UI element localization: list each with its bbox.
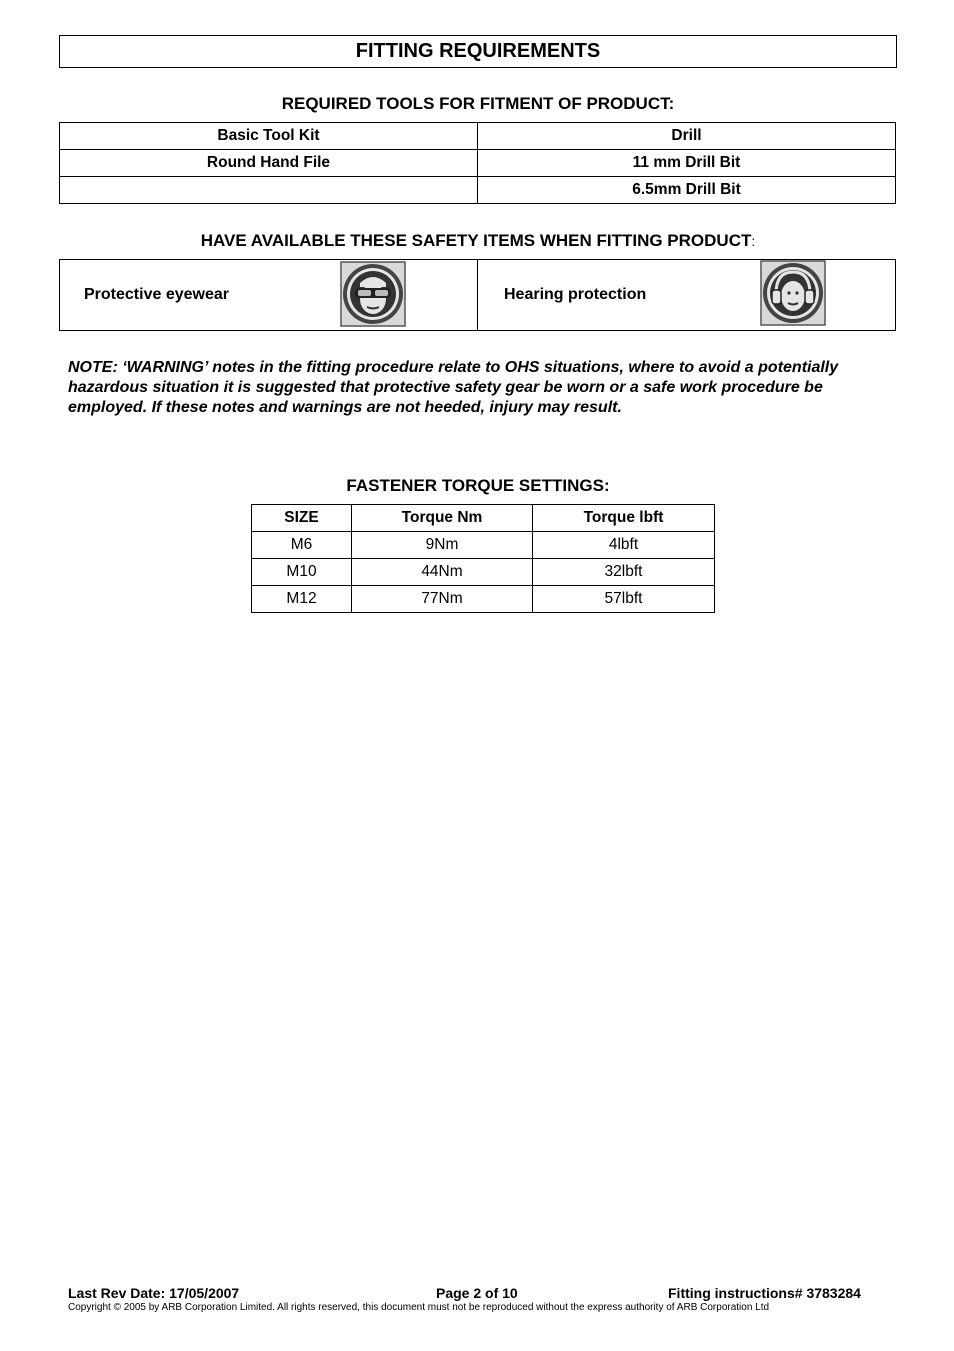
safety-table [59,259,896,331]
table-row [60,260,896,331]
safety-heading-colon: : [751,233,756,249]
table-row [252,532,715,559]
table-cell: 44Nm [352,559,533,586]
table-cell: 9Nm [352,532,533,559]
hearing-protection-icon [760,260,826,326]
table-cell: 57lbft [533,586,715,613]
table-header-row [252,505,715,532]
column-header: Torque lbft [533,505,715,532]
footer-page-number: Page 2 of 10 [436,1285,518,1301]
column-header: SIZE [252,505,352,532]
tool-cell: Round Hand File [60,150,478,177]
safety-heading [59,231,897,251]
table-cell: 32lbft [533,559,715,586]
tool-cell [60,177,478,204]
warning-note: NOTE: ‘WARNING’ notes in the fitting procedure relate to OHS situations, where to avoid a potentially hazardous situation it is suggested that protective safety gear be worn or a safe work procedure be employed. If these notes and warnings are not heeded, injury may result. [68,359,839,416]
tool-cell: 6.5mm Drill Bit [478,177,896,204]
table-row [60,123,896,150]
footer-copyright: Copyright © 2005 by ARB Corporation Limited. All rights reserved, this document must not be reproduced without the express authority of ARB Corporation Ltd [68,1302,770,1313]
torque-heading: FASTENER TORQUE SETTINGS: [346,476,610,495]
tool-cell: Basic Tool Kit [60,123,478,150]
safety-item-hearing [478,260,896,331]
tools-table [59,122,896,204]
eye-protection-icon [340,261,406,327]
table-row [60,177,896,204]
safety-item-eyewear [60,260,478,331]
footer-instructions-number: Fitting instructions# 3783284 [668,1285,861,1301]
table-row [60,150,896,177]
table-row [252,586,715,613]
table-cell: 4lbft [533,532,715,559]
table-cell: M6 [252,532,352,559]
tools-heading: REQUIRED TOOLS FOR FITMENT OF PRODUCT: [281,94,675,113]
tool-cell: Drill [478,123,896,150]
safety-heading-text: HAVE AVAILABLE THESE SAFETY ITEMS WHEN FITTING PRODUCT [200,231,752,250]
torque-table [251,504,715,613]
tool-cell: 11 mm Drill Bit [478,150,896,177]
page-title: FITTING REQUIREMENTS [59,35,897,68]
table-row [252,559,715,586]
footer-rev-date: Last Rev Date: 17/05/2007 [68,1285,240,1301]
table-cell: M10 [252,559,352,586]
table-cell: M12 [252,586,352,613]
safety-item-label: Protective eyewear [84,286,229,303]
column-header: Torque Nm [352,505,533,532]
table-cell: 77Nm [352,586,533,613]
safety-item-label: Hearing protection [504,286,647,303]
